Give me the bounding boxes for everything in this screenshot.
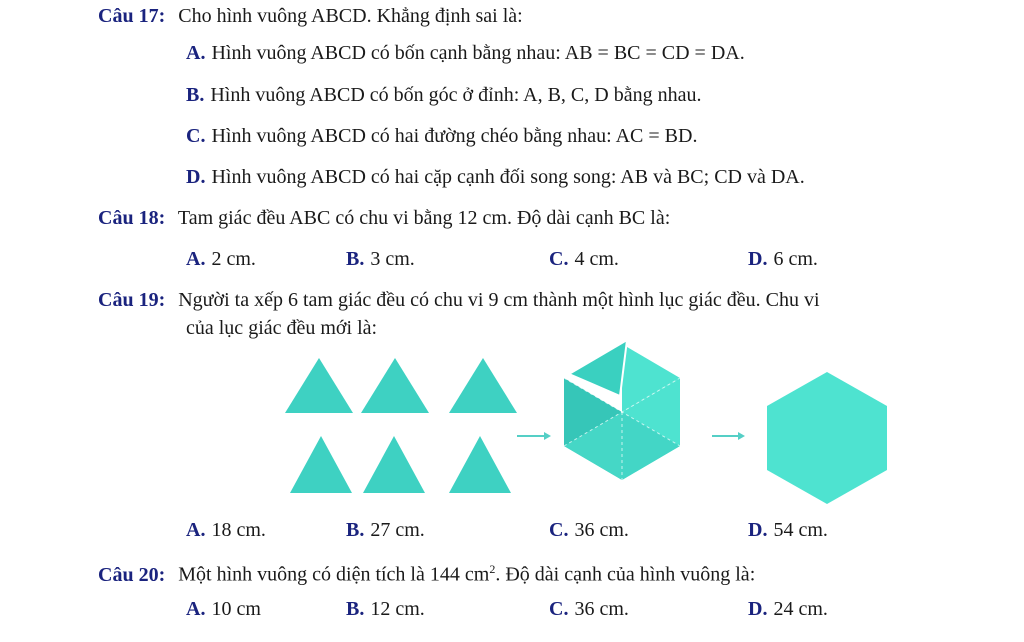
- option-letter: D.: [748, 248, 768, 270]
- question-20: [98, 557, 755, 587]
- q20-option-d[interactable]: [748, 597, 828, 621]
- option-text: Hình vuông ABCD có hai đường chéo bằng nhau: AC = BD.: [211, 125, 698, 147]
- option-letter: B.: [346, 598, 365, 620]
- option-letter: B.: [346, 248, 365, 270]
- option-letter: C.: [549, 248, 569, 270]
- q20-option-a[interactable]: [186, 597, 261, 621]
- option-letter: C.: [549, 519, 569, 541]
- q19-option-b[interactable]: [346, 518, 425, 542]
- option-text: 27 cm.: [370, 519, 425, 541]
- triangle-shape: [285, 358, 353, 413]
- option-text: 18 cm.: [211, 519, 266, 541]
- question-20-superscript: 2: [489, 562, 496, 576]
- q20-option-c[interactable]: [549, 597, 629, 621]
- option-letter: C.: [549, 598, 569, 620]
- assembling-hexagon: [564, 340, 680, 480]
- option-letter: D.: [748, 519, 768, 541]
- option-letter: A.: [186, 598, 206, 620]
- option-text: 4 cm.: [574, 248, 619, 270]
- q19-option-c[interactable]: [549, 518, 629, 542]
- option-text: 36 cm.: [574, 598, 629, 620]
- option-letter: A.: [186, 42, 206, 64]
- option-text: 54 cm.: [773, 519, 828, 541]
- option-text: 36 cm.: [574, 519, 629, 541]
- q20-option-b[interactable]: [346, 597, 425, 621]
- triangle-shape: [361, 358, 429, 413]
- triangle-shape: [290, 436, 352, 493]
- question-17-label: Câu 17:: [98, 5, 166, 27]
- question-18-text: Tam giác đều ABC có chu vi bằng 12 cm. Độ dài cạnh BC là:: [177, 207, 671, 229]
- triangle-shape: [449, 436, 511, 493]
- option-text: 3 cm.: [370, 248, 415, 270]
- arrow-right-icon: [517, 432, 551, 440]
- hexagon-shape: [767, 372, 887, 504]
- option-text: 6 cm.: [773, 248, 818, 270]
- question-20-text-after: . Độ dài cạnh của hình vuông là:: [495, 563, 756, 586]
- option-text: Hình vuông ABCD có bốn cạnh bằng nhau: AB = BC = CD = DA.: [211, 42, 745, 64]
- question-19-label: Câu 19:: [98, 289, 166, 311]
- option-text: 2 cm.: [211, 248, 256, 270]
- option-letter: C.: [186, 125, 206, 147]
- option-text: 10 cm: [211, 598, 261, 620]
- option-text: 12 cm.: [370, 598, 425, 620]
- question-17-text: Cho hình vuông ABCD. Khẳng định sai là:: [178, 5, 523, 27]
- question-18-label: Câu 18:: [98, 207, 166, 229]
- question-19-text-line2: của lục giác đều mới là:: [186, 317, 378, 339]
- question-20-label: Câu 20:: [98, 563, 166, 586]
- option-text: Hình vuông ABCD có hai cặp cạnh đối song song: AB và BC; CD và DA.: [211, 166, 805, 188]
- option-text: Hình vuông ABCD có bốn góc ở đỉnh: A, B, C, D bằng nhau.: [210, 84, 702, 106]
- option-letter: B.: [186, 84, 205, 106]
- question-19-text-line1: Người ta xếp 6 tam giác đều có chu vi 9 cm thành một hình lục giác đều. Chu vi: [178, 289, 820, 311]
- arrow-right-icon: [712, 432, 745, 440]
- q19-option-a[interactable]: [186, 518, 266, 542]
- question-20-text-before: Một hình vuông có diện tích là 144 cm: [178, 563, 490, 586]
- option-letter: D.: [748, 598, 768, 620]
- triangle-shape: [363, 436, 425, 493]
- q19-option-d[interactable]: [748, 518, 828, 542]
- triangle-shape: [449, 358, 517, 413]
- option-letter: D.: [186, 166, 206, 188]
- option-letter: B.: [346, 519, 365, 541]
- option-letter: A.: [186, 248, 206, 270]
- option-text: 24 cm.: [773, 598, 828, 620]
- option-letter: A.: [186, 519, 206, 541]
